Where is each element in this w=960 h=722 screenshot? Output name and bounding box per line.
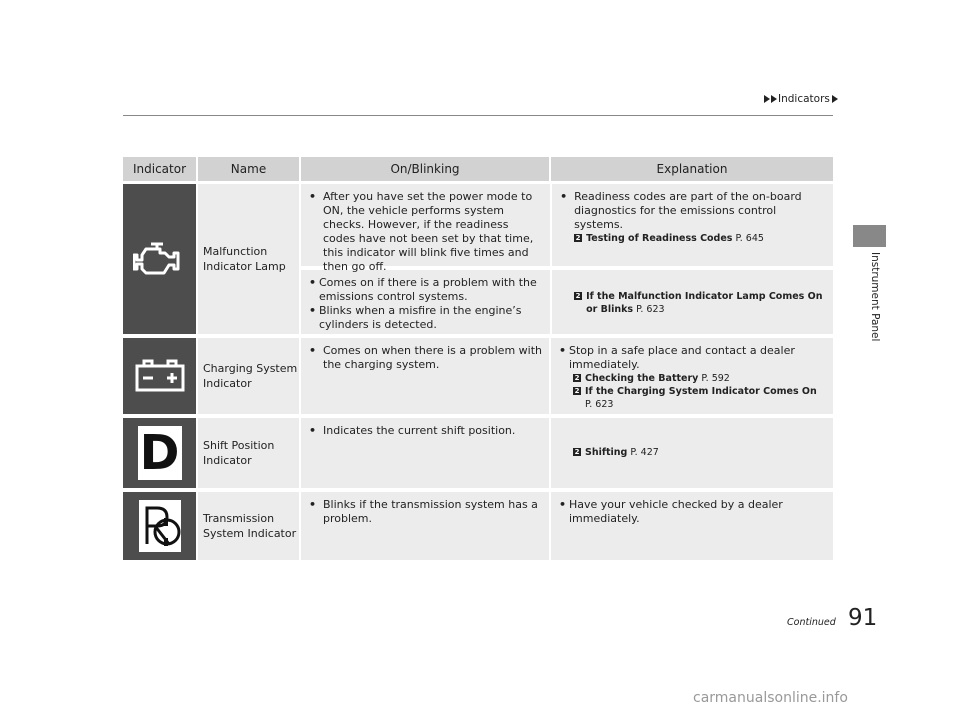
list-item xyxy=(559,498,827,526)
on-blinking-text: Blinks when a misfire in the engine’s cylinders is detected. xyxy=(319,304,522,331)
watermark: carmanualsonline.info xyxy=(693,690,848,706)
shift-letter: D xyxy=(139,425,180,481)
page-reference[interactable] xyxy=(573,385,827,411)
list-item xyxy=(559,344,827,372)
arrow-icon xyxy=(764,95,770,103)
list-item xyxy=(309,276,544,304)
shift-d-icon xyxy=(138,426,182,480)
on-blinking-cell xyxy=(301,184,550,273)
indicator-cell xyxy=(123,418,196,488)
reference-icon: 2 xyxy=(575,291,581,300)
reference-page: P. 623 xyxy=(636,304,665,315)
reference-icon: 2 xyxy=(574,447,580,456)
list-item xyxy=(560,190,827,232)
list-item xyxy=(309,344,543,372)
column-header-indicator: Indicator xyxy=(132,162,187,176)
page-reference[interactable] xyxy=(574,290,827,316)
reference-icon: 2 xyxy=(574,386,580,395)
table-row xyxy=(123,492,833,560)
explanation-text: Have your vehicle checked by a dealer immediately. xyxy=(569,498,783,525)
column-header-name: Name xyxy=(196,157,299,181)
explanation-text: Readiness codes are part of the on-board diagnostics for the emissions control systems. xyxy=(574,190,802,231)
on-blinking-text: Indicates the current shift position. xyxy=(323,424,516,437)
column-header-explanation: Explanation xyxy=(549,157,833,181)
on-blinking-cell xyxy=(299,338,549,414)
on-blinking-cell xyxy=(299,492,549,560)
header-rule xyxy=(123,115,833,116)
bullet: • xyxy=(309,276,317,289)
indicator-cell xyxy=(123,338,196,414)
reference-title: Shifting xyxy=(585,447,628,458)
indicator-name: Transmission xyxy=(203,512,275,525)
reference-page: P. 645 xyxy=(735,233,764,244)
indicator-name: Indicator xyxy=(203,377,252,390)
list-item xyxy=(309,498,543,526)
name-cell xyxy=(196,418,299,488)
table-row xyxy=(123,418,833,488)
indicator-name: Charging System xyxy=(203,362,298,375)
bullet: • xyxy=(559,344,567,357)
indicator-name: Indicator Lamp xyxy=(203,260,286,273)
name-cell xyxy=(196,492,299,560)
bullet: • xyxy=(309,190,317,203)
on-blinking-text: After you have set the power mode to ON, the vehicle performs system checks. However, if the readiness codes have not been set by that time, this indicator will blink five times and then go off. xyxy=(323,190,534,273)
subrow xyxy=(301,266,833,334)
indicator-cell xyxy=(123,492,196,560)
reference-title: If the Malfunction Indicator Lamp Comes On or Blinks xyxy=(586,291,823,315)
on-blinking-cell xyxy=(301,270,550,334)
bullet: • xyxy=(309,424,317,437)
bullet: • xyxy=(309,498,317,511)
list-item xyxy=(309,190,544,274)
subrow xyxy=(301,184,833,273)
breadcrumb-label: Indicators xyxy=(778,93,830,105)
indicator-table xyxy=(123,157,833,564)
indicator-name: Indicator xyxy=(203,454,252,467)
reference-title: Testing of Readiness Codes xyxy=(586,233,733,244)
bullet: • xyxy=(559,498,567,511)
reference-icon: 2 xyxy=(575,233,581,242)
arrow-icon xyxy=(771,95,777,103)
explanation-cell xyxy=(549,418,833,488)
indicator-cell xyxy=(123,184,196,334)
explanation-cell xyxy=(549,338,833,414)
indicator-name: System Indicator xyxy=(203,527,297,540)
on-blinking-cell xyxy=(299,418,549,488)
on-blinking-text: Comes on if there is a problem with the emissions control systems. xyxy=(319,276,537,303)
explanation-cell xyxy=(550,184,833,266)
transmission-icon xyxy=(137,498,183,554)
name-cell xyxy=(196,184,299,334)
explanation-cell xyxy=(550,270,833,334)
explanation-cell xyxy=(549,492,833,560)
section-label: Instrument Panel xyxy=(869,252,881,342)
bullet: • xyxy=(309,344,317,357)
indicator-name: Malfunction xyxy=(203,245,268,258)
table-row xyxy=(123,184,833,334)
list-item xyxy=(309,304,544,332)
page-reference[interactable] xyxy=(574,232,827,245)
list-item xyxy=(309,424,543,438)
page-reference[interactable] xyxy=(573,446,827,459)
bullet: • xyxy=(560,190,568,203)
table-row xyxy=(123,338,833,414)
section-tab xyxy=(853,225,886,247)
reference-title: Checking the Battery xyxy=(585,373,699,384)
arrow-icon xyxy=(832,95,838,103)
on-blinking-text: Blinks if the transmission system has a problem. xyxy=(323,498,538,525)
page-number: 91 xyxy=(848,605,878,631)
reference-page: P. 592 xyxy=(701,373,730,384)
name-cell xyxy=(196,338,299,414)
page-reference[interactable] xyxy=(573,372,827,385)
column-header-on-blinking: On/Blinking xyxy=(299,157,549,181)
reference-icon: 2 xyxy=(574,373,580,382)
reference-page: P. 623 xyxy=(585,399,614,410)
reference-page: P. 427 xyxy=(630,447,659,458)
breadcrumb xyxy=(764,93,839,105)
explanation-text: Stop in a safe place and contact a dealer immediately. xyxy=(569,344,795,371)
check-engine-icon xyxy=(133,241,187,277)
split-cell xyxy=(299,184,833,334)
continued-label: Continued xyxy=(787,617,836,628)
battery-icon xyxy=(133,359,187,393)
indicator-name: Shift Position xyxy=(203,439,275,452)
on-blinking-text: Comes on when there is a problem with the charging system. xyxy=(323,344,542,371)
bullet: • xyxy=(309,304,317,317)
table-header xyxy=(123,157,833,181)
reference-title: If the Charging System Indicator Comes On xyxy=(585,386,817,397)
